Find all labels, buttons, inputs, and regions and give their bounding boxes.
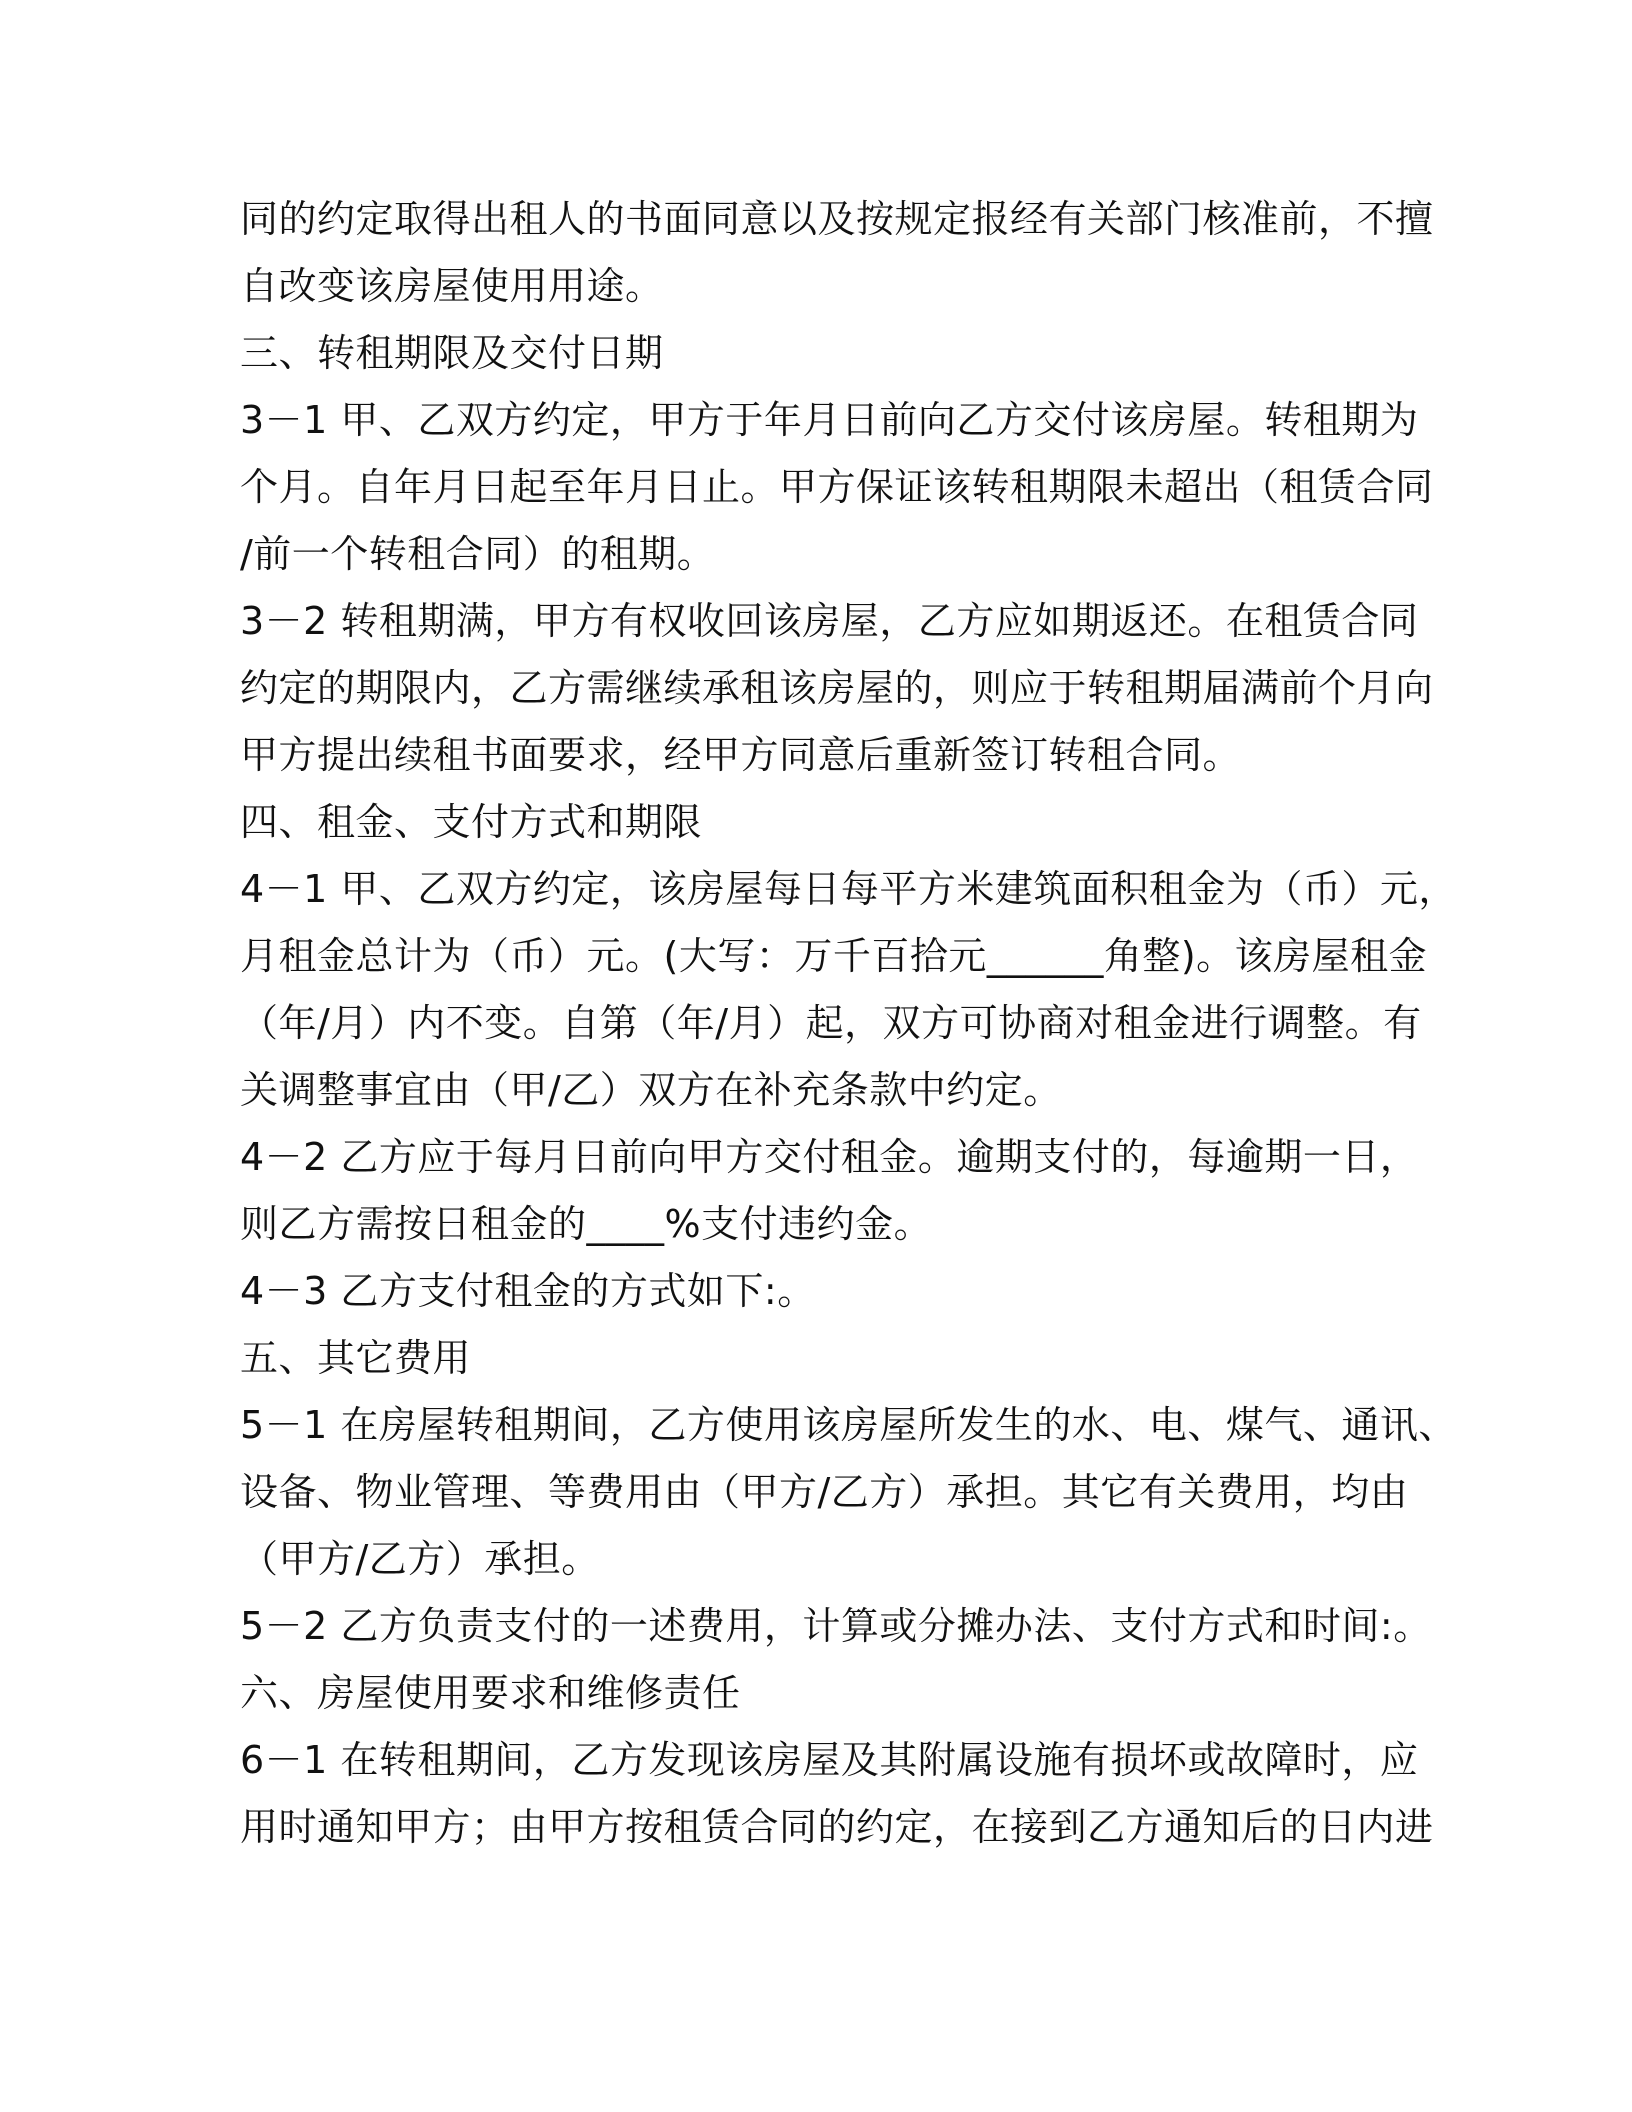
text-line: /前一个转租合同）的租期。 <box>240 532 716 576</box>
text-line: 五、其它费用 <box>240 1336 472 1380</box>
text-line: 4－2 乙方应于每月日前向甲方交付租金。逾期支付的，每逾期一日， <box>240 1135 1419 1179</box>
text-line: 4－1 甲、乙双方约定，该房屋每日每平方米建筑面积租金为（币）元， <box>240 867 1457 911</box>
text-line: 6－1 在转租期间，乙方发现该房屋及其附属设施有损坏或故障时，应 <box>240 1738 1419 1782</box>
text-line: 5－1 在房屋转租期间，乙方使用该房屋所发生的水、电、煤气、通讯、 <box>240 1403 1457 1447</box>
text-line: 月租金总计为（币）元。(大写：万千百拾元______角整)。该房屋租金 <box>240 934 1428 978</box>
text-line: 则乙方需按日租金的____%支付违约金。 <box>240 1202 933 1246</box>
text-line: 4－3 乙方支付租金的方式如下:。 <box>240 1269 816 1313</box>
text-line: 三、转租期限及交付日期 <box>240 331 664 375</box>
text-line: 3－2 转租期满，甲方有权收回该房屋，乙方应如期返还。在租赁合同 <box>240 599 1419 643</box>
text-line: 约定的期限内，乙方需继续承租该房屋的，则应于转租期届满前个月向 <box>240 666 1434 710</box>
text-line: 同的约定取得出租人的书面同意以及按规定报经有关部门核准前，不擅 <box>240 197 1434 241</box>
text-line: 关调整事宜由（甲/乙）双方在补充条款中约定。 <box>240 1068 1062 1112</box>
document-body <box>240 186 1457 1861</box>
text-line: （年/月）内不变。自第（年/月）起，双方可协商对租金进行调整。有 <box>240 1001 1422 1045</box>
text-line: 用时通知甲方；由甲方按租赁合同的约定，在接到乙方通知后的日内进 <box>240 1805 1434 1849</box>
text-line: 设备、物业管理、等费用由（甲方/乙方）承担。其它有关费用，均由 <box>240 1470 1409 1514</box>
text-line: 3－1 甲、乙双方约定，甲方于年月日前向乙方交付该房屋。转租期为 <box>240 398 1419 442</box>
text-line: 自改变该房屋使用用途。 <box>240 264 664 308</box>
text-line: （甲方/乙方）承担。 <box>240 1537 600 1581</box>
text-line: 个月。自年月日起至年月日止。甲方保证该转租期限未超出（租赁合同 <box>240 465 1434 509</box>
text-line: 5－2 乙方负责支付的一述费用，计算或分摊办法、支付方式和时间:。 <box>240 1604 1432 1648</box>
text-line: 四、租金、支付方式和期限 <box>240 800 703 844</box>
text-line: 甲方提出续租书面要求，经甲方同意后重新签订转租合同。 <box>240 733 1242 777</box>
text-line: 六、房屋使用要求和维修责任 <box>240 1671 741 1715</box>
